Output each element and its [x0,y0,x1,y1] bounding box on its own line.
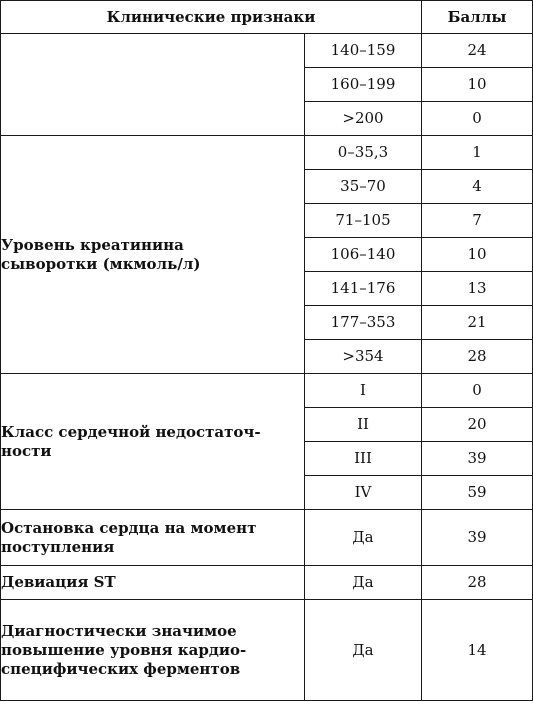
range-cell: 106–140 [305,238,422,272]
range-cell: Да [305,566,422,600]
range-cell: II [305,408,422,442]
row-label-heart-failure [1,374,305,510]
range-cell: I [305,374,422,408]
points-cell: 14 [422,600,533,701]
range-cell: >354 [305,340,422,374]
label-line: сыворотки (мкмоль/л) [1,254,201,273]
table-row [1,374,533,408]
label-line: специфических ферментов [1,659,241,678]
header-row [1,1,533,34]
label-line: Остановка сердца на момент [1,518,257,537]
label-line: Класс сердечной недостаточ- [1,422,261,441]
range-cell: IV [305,476,422,510]
row-label-cardiac-arrest [1,510,305,566]
points-cell: 28 [422,566,533,600]
points-cell: 59 [422,476,533,510]
range-cell: III [305,442,422,476]
range-cell: 160–199 [305,68,422,102]
header-points: Баллы [422,1,533,34]
range-cell: 177–353 [305,306,422,340]
points-cell: 10 [422,238,533,272]
row-label-cardiac-enzymes [1,600,305,701]
table-row [1,600,533,701]
range-cell: 0–35,3 [305,136,422,170]
range-cell: 71–105 [305,204,422,238]
points-cell: 28 [422,340,533,374]
table-row [1,566,533,600]
points-cell: 39 [422,510,533,566]
points-cell: 10 [422,68,533,102]
points-cell: 0 [422,374,533,408]
table-row [1,136,533,170]
label-line: Девиация ST [1,573,116,591]
range-cell: Да [305,600,422,701]
points-cell: 21 [422,306,533,340]
table-row [1,510,533,566]
label-line: Уровень креатинина [1,235,184,254]
range-cell: 35–70 [305,170,422,204]
points-cell: 39 [422,442,533,476]
points-cell: 7 [422,204,533,238]
range-cell: 140–159 [305,34,422,68]
label-line: ности [1,441,52,460]
points-cell: 0 [422,102,533,136]
range-cell: >200 [305,102,422,136]
points-cell: 13 [422,272,533,306]
table-row [1,34,533,68]
range-cell: Да [305,510,422,566]
points-cell: 24 [422,34,533,68]
points-cell: 20 [422,408,533,442]
row-label-empty [1,34,305,136]
row-label-creatinine [1,136,305,374]
label-line: поступления [1,537,115,556]
header-clinical-signs: Клинические признаки [1,1,422,34]
range-cell: 141–176 [305,272,422,306]
points-cell: 4 [422,170,533,204]
label-line: Диагностически значимое [1,621,237,640]
points-cell: 1 [422,136,533,170]
label-line: повышение уровня кардио- [1,640,247,659]
row-label-st-deviation [1,566,305,600]
